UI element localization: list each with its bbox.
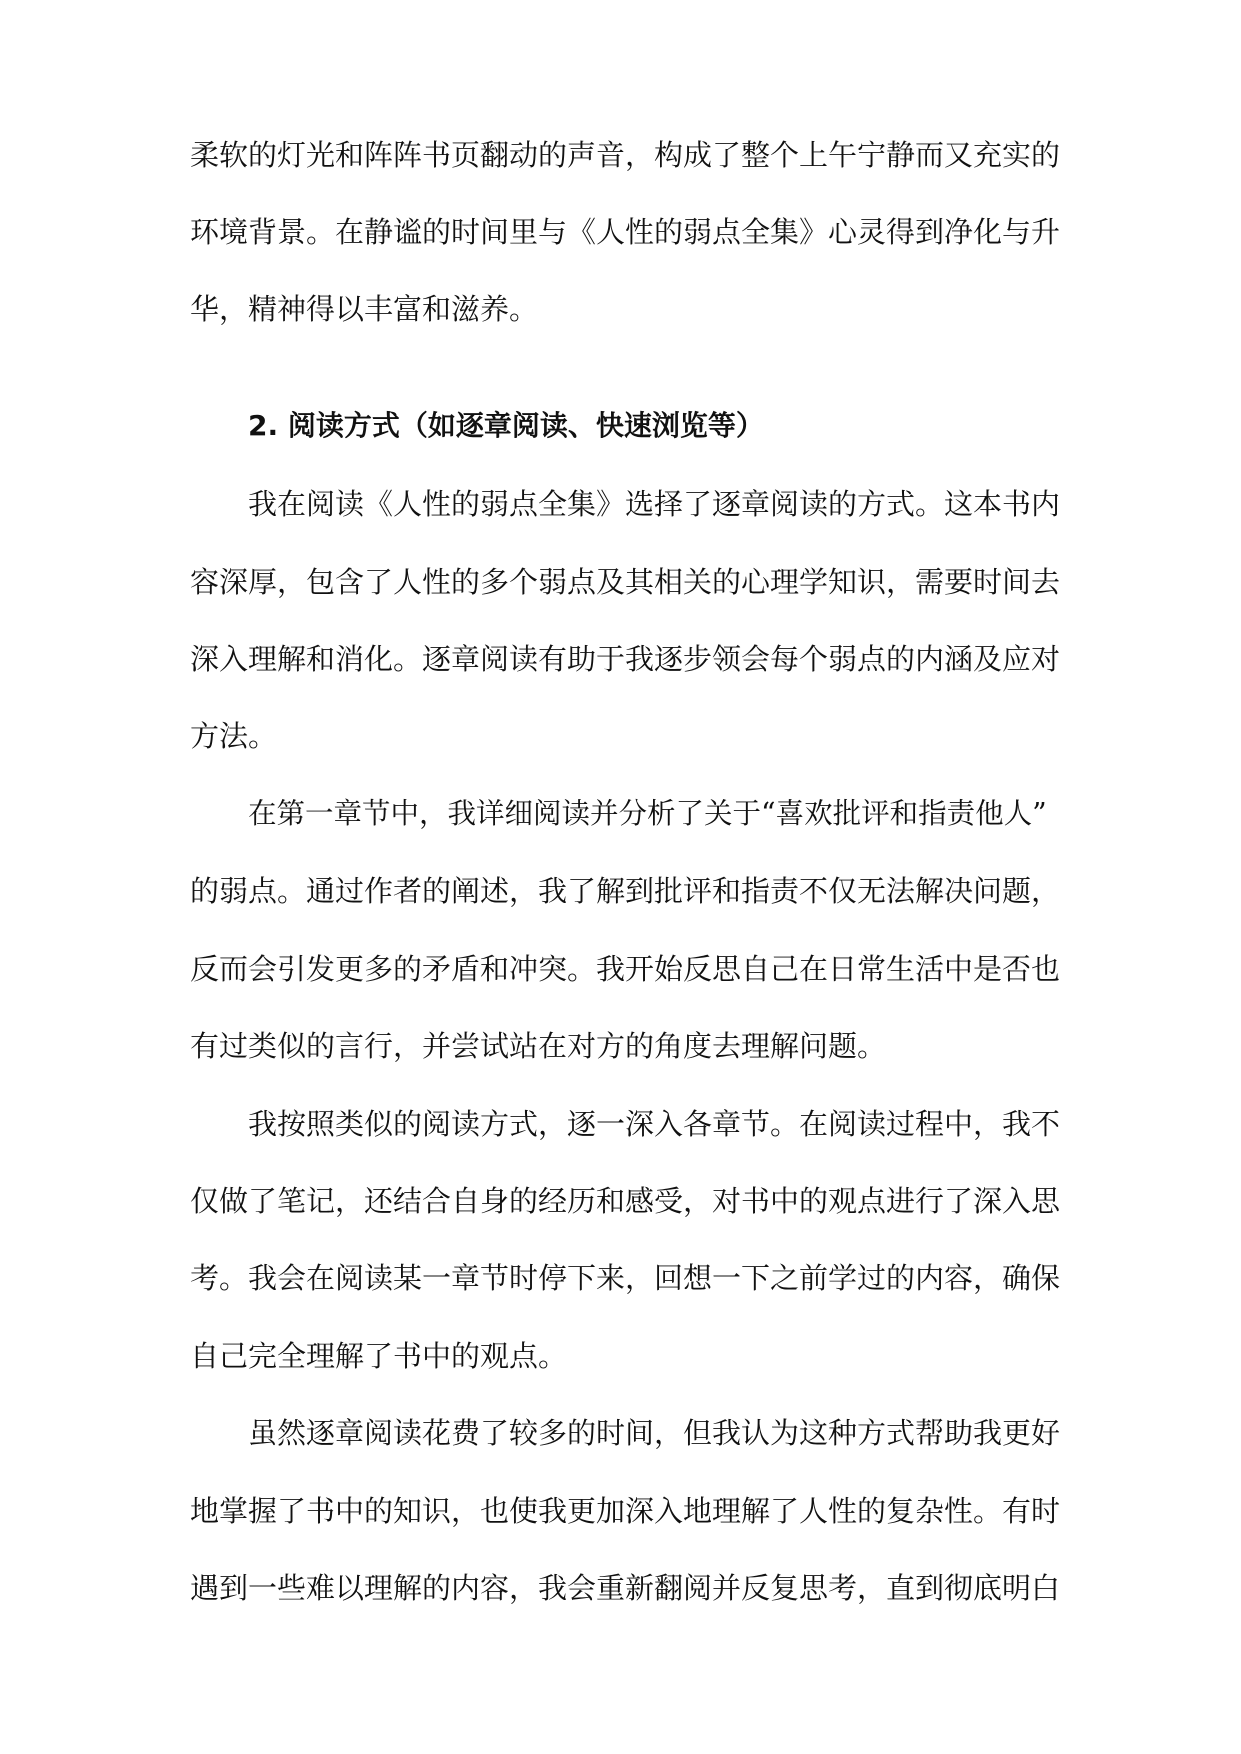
text-line: 华，精神得以丰富和滋养。 — [190, 292, 539, 326]
text-line: 环境背景。在静谧的时间里与《人性的弱点全集》心灵得到净化与升 — [190, 215, 1061, 249]
section-heading: 2. 阅读方式（如逐章阅读、快速浏览等） — [248, 409, 764, 442]
text-line: 反而会引发更多的矛盾和冲突。我开始反思自己在日常生活中是否也 — [190, 952, 1061, 986]
text-line: 仅做了笔记，还结合自身的经历和感受，对书中的观点进行了深入思 — [190, 1184, 1061, 1218]
text-line: 我在阅读《人性的弱点全集》选择了逐章阅读的方式。这本书内 — [248, 487, 1061, 521]
text-line: 深入理解和消化。逐章阅读有助于我逐步领会每个弱点的内涵及应对 — [190, 642, 1061, 676]
text-line: 在第一章节中，我详细阅读并分析了关于“喜欢批评和指责他人” — [248, 797, 1047, 830]
text-line: 自己完全理解了书中的观点。 — [190, 1339, 568, 1373]
text-line: 有过类似的言行，并尝试站在对方的角度去理解问题。 — [190, 1029, 887, 1063]
text-line: 柔软的灯光和阵阵书页翻动的声音，构成了整个上午宁静而又充实的 — [190, 138, 1061, 172]
text-line: 我按照类似的阅读方式，逐一深入各章节。在阅读过程中，我不 — [248, 1107, 1061, 1141]
text-line: 地掌握了书中的知识，也使我更加深入地理解了人性的复杂性。有时 — [190, 1494, 1061, 1528]
text-line: 遇到一些难以理解的内容，我会重新翻阅并反复思考，直到彻底明白 — [190, 1571, 1061, 1605]
text-line: 的弱点。通过作者的阐述，我了解到批评和指责不仅无法解决问题， — [190, 874, 1061, 908]
text-line: 容深厚，包含了人性的多个弱点及其相关的心理学知识，需要时间去 — [190, 565, 1061, 599]
text-line: 虽然逐章阅读花费了较多的时间，但我认为这种方式帮助我更好 — [248, 1416, 1061, 1450]
text-line: 方法。 — [190, 719, 278, 753]
text-line: 考。我会在阅读某一章节时停下来，回想一下之前学过的内容，确保 — [190, 1261, 1061, 1295]
